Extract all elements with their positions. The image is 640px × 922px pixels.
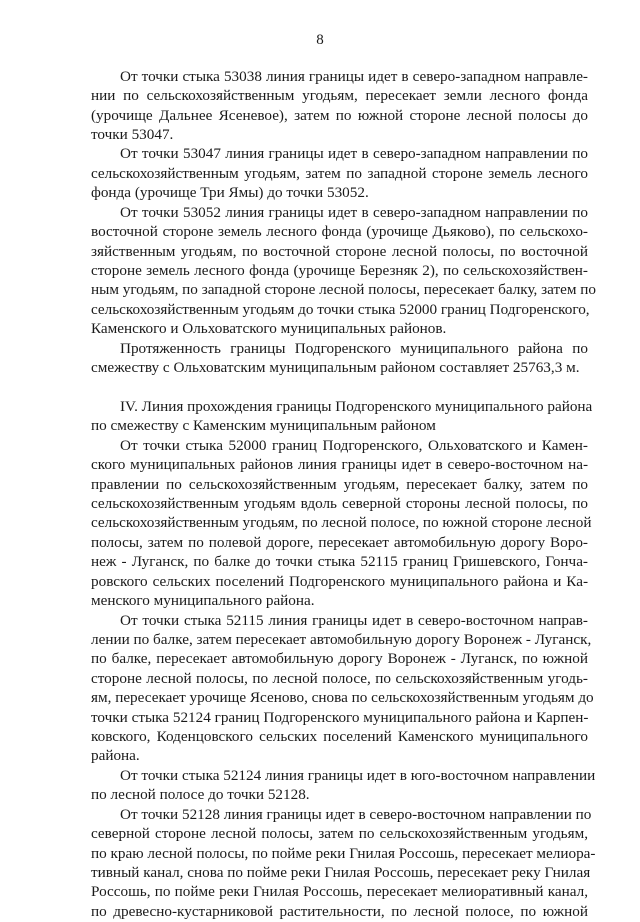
text-line: неж - Луганск, по балке до точки стыка 52115 границ Гришевского, Гонча- [91, 553, 588, 570]
text-line: От точки 52128 линия границы идет в северо-восточном направлении по [120, 806, 592, 823]
text-line: ям, пересекает урочище Ясеново, снова по сельскохозяйственным угодьям до [91, 689, 594, 706]
page-number: 8 [316, 32, 324, 48]
text-line: От точки стыка 53038 линия границы идет в северо-западном направле- [120, 68, 588, 85]
text-line: фонда (урочище Три Ямы) до точки 53052. [91, 184, 369, 201]
text-line: Россошь, по пойме реки Гнилая Россошь, пересекает мелиоративный канал, [91, 883, 588, 900]
text-line: по древесно-кустарниковой растительности, по лесной полосе, по южной [91, 903, 588, 920]
text-line: сельскохозяйственным угодьям, по лесной полосе, по южной стороне лесной [91, 514, 592, 531]
section-heading: по смежеству с Каменским муниципальным районом [91, 417, 436, 434]
text-line: сельскохозяйственным угодьям, затем по западной стороне земель лесного [91, 165, 588, 182]
text-line: точки стыка 52124 границ Подгоренского муниципального района и Карпен- [91, 709, 589, 726]
text-line: тивный канал, снова по пойме реки Гнилая Россошь, пересекает реку Гнилая [91, 864, 591, 881]
text-line: менского муниципального района. [91, 592, 315, 609]
text-line: стороне земель лесного фонда (урочище Березняк 2), по сельскохозяйствен- [91, 262, 588, 279]
text-line: ровского сельских поселений Подгоренского муниципального района и Ка- [91, 573, 588, 590]
text-line: От точки 53047 линия границы идет в северо-западном направлении по [120, 145, 588, 162]
text-line: Каменского и Ольховатского муниципальных районов. [91, 320, 447, 337]
text-line: северной стороне лесной полосы, затем по сельскохозяйственным угодьям, [91, 825, 588, 842]
text-line: по балке, пересекает автомобильную дорогу Воронеж - Луганск, по южной [91, 650, 588, 667]
text-line: (урочище Дальнее Ясеневое), затем по южной стороне лесной полосы до [91, 107, 588, 124]
text-line: От точки 53052 линия границы идет в северо-западном направлении по [120, 204, 588, 221]
text-line: зяйственным угодьям, по восточной стороне лесной полосы, по восточной [91, 243, 588, 260]
text-line: восточной стороне земель лесного фонда (урочище Дьяково), по сельскохо- [91, 223, 588, 240]
text-line: ковского, Коденцовского сельских поселений Каменского муниципального [91, 728, 588, 745]
text-line: района. [91, 747, 140, 764]
text-line: правлении по сельскохозяйственным угодьям, пересекает балку, затем по [91, 476, 588, 493]
text-line: сельскохозяйственным угодьям вдоль северной стороны лесной полосы, по [91, 495, 588, 512]
text-line: по лесной полосе до точки 52128. [91, 786, 310, 803]
text-line: ным угодьям, по западной стороне лесной полосы, пересекает балку, затем по [91, 281, 596, 298]
text-line: лении по балке, затем пересекает автомобильную дорогу Воронеж - Луганск, [91, 631, 592, 648]
text-line: точки 53047. [91, 126, 174, 143]
text-line: по краю лесной полосы, по пойме реки Гнилая Россошь, пересекает мелиора- [91, 845, 596, 862]
text-line: Протяженность границы Подгоренского муниципального района по [120, 340, 588, 357]
text-line: полосы, затем по полевой дороге, пересекает автомобильную дорогу Воро- [91, 534, 588, 551]
text-line: смежеству с Ольховатским муниципальным районом составляет 25763,3 м. [91, 359, 580, 376]
text-line: От точки стыка 52115 линия границы идет в северо-восточном направ- [120, 612, 588, 629]
text-line: стороне лесной полосы, по лесной полосе, по сельскохозяйственным угодь- [91, 670, 588, 687]
text-line: нии по сельскохозяйственным угодьям, пересекает земли лесного фонда [91, 87, 588, 104]
text-line: От точки стыка 52124 линия границы идет в юго-восточном направлении [120, 767, 596, 784]
text-line: ского муниципальных районов линия границы идет в северо-восточном на- [91, 456, 588, 473]
text-line: От точки стыка 52000 границ Подгоренского, Ольховатского и Камен- [120, 437, 588, 454]
section-heading: IV. Линия прохождения границы Подгоренского муниципального района [120, 398, 593, 415]
text-line: сельскохозяйственным угодьям до точки стыка 52000 границ Подгоренского, [91, 301, 590, 318]
